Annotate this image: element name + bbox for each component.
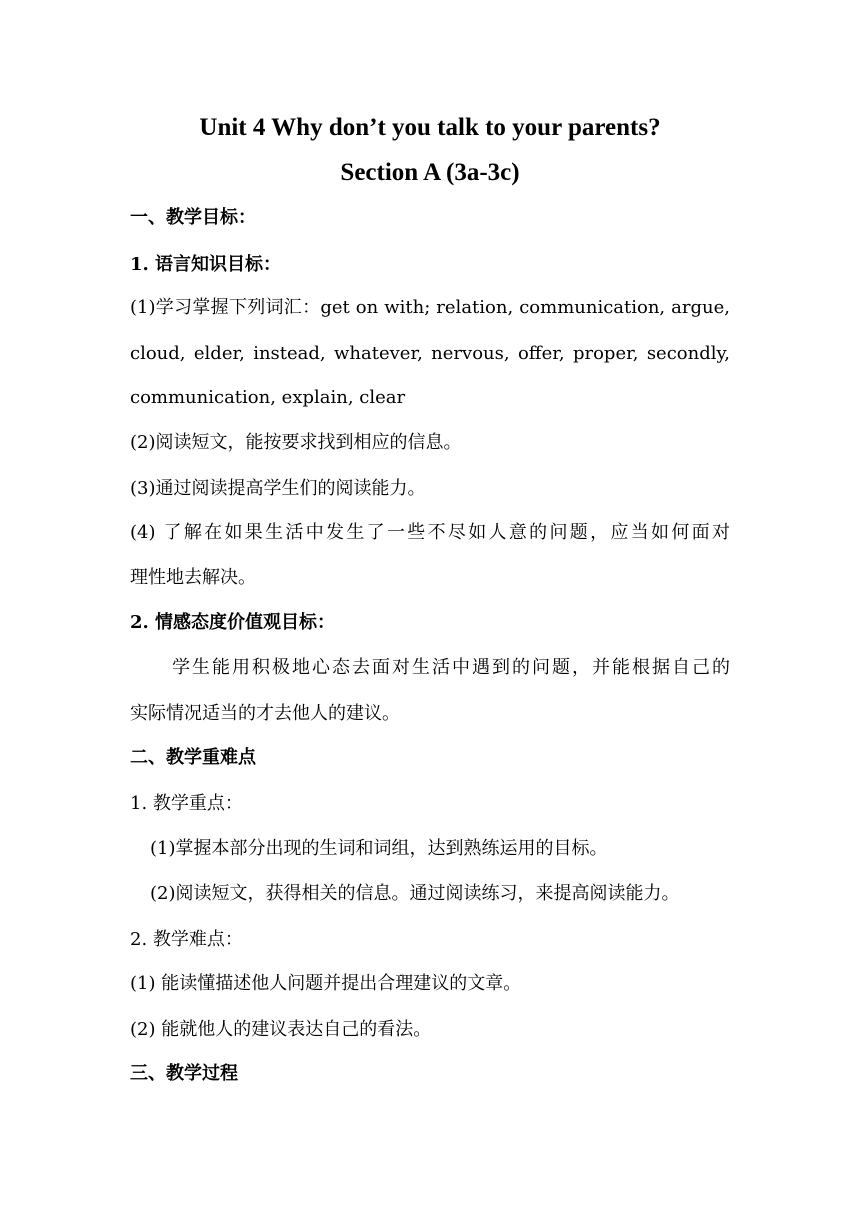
objective-4-line-1: (4) 了解在如果生活中发生了一些不尽如人意的问题，应当如何面对 bbox=[130, 522, 730, 543]
attitude-line-2: 实际情况适当的才去他人的建议。 bbox=[130, 703, 400, 724]
difficult-point-1: (1) 能读懂描述他人问题并提出合理建议的文章。 bbox=[130, 973, 522, 994]
section-1-heading: 一、教学目标： bbox=[130, 207, 256, 228]
difficult-points-heading: 2. 教学难点： bbox=[130, 929, 243, 950]
document-subtitle: Section A (3a-3c) bbox=[340, 159, 520, 186]
difficult-point-2: (2) 能就他人的建议表达自己的看法。 bbox=[130, 1019, 432, 1040]
key-point-1: (1)掌握本部分出现的生词和词组，达到熟练运用的目标。 bbox=[150, 838, 608, 859]
attitude-line-1: 学生能用积极地心态去面对生活中遇到的问题，并能根据自己的 bbox=[172, 657, 730, 678]
vocab-line-1: (1)学习掌握下列词汇：get on with; relation, communication, argue, bbox=[130, 297, 730, 318]
section-2-heading: 二、教学重难点 bbox=[130, 747, 256, 768]
objective-3: (3)通过阅读提高学生们的阅读能力。 bbox=[130, 478, 426, 499]
vocab-line-2: cloud, elder, instead, whatever, nervous, offer, proper, secondly, bbox=[130, 343, 730, 364]
objective-2: (2)阅读短文，能按要求找到相应的信息。 bbox=[130, 432, 462, 453]
section-3-heading: 三、教学过程 bbox=[130, 1063, 238, 1084]
key-point-2: (2)阅读短文，获得相关的信息。通过阅读练习，来提高阅读能力。 bbox=[150, 883, 680, 904]
document-title: Unit 4 Why don’t you talk to your parents? bbox=[199, 114, 661, 141]
subsection-attitude-heading: 2. 情感态度价值观目标： bbox=[130, 612, 336, 633]
key-points-heading: 1. 教学重点： bbox=[130, 793, 243, 814]
objective-4-line-2: 理性地去解决。 bbox=[130, 567, 256, 588]
subsection-language-heading: 1. 语言知识目标： bbox=[130, 254, 282, 275]
vocab-line-3: communication, explain, clear bbox=[130, 387, 406, 408]
